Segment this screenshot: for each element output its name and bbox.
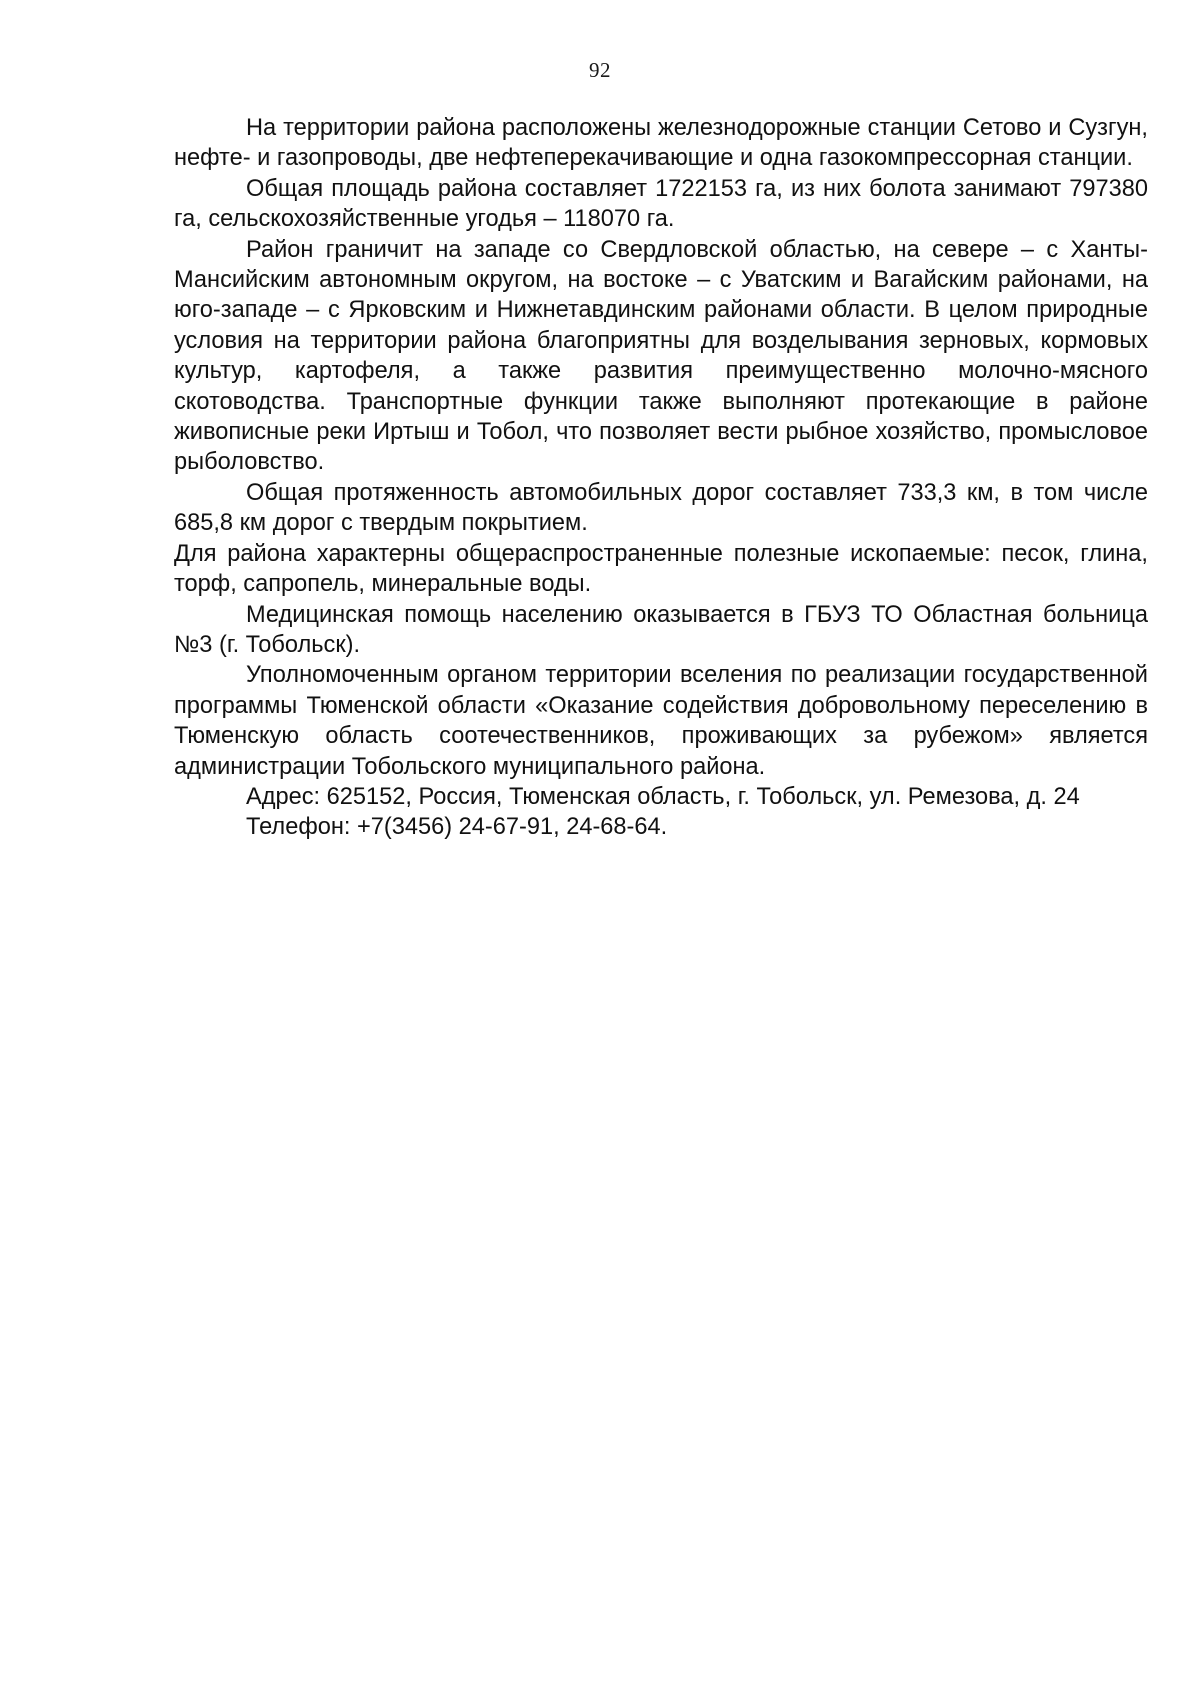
paragraph-address: Адрес: 625152, Россия, Тюменская область, г. Тобольск, ул. Ремезова, д. 24 [246,783,1080,810]
paragraph-phone: Телефон: +7(3456) 24-67-91, 24-68-64. [246,814,668,841]
paragraph-minerals: Для района характерны общераспространенные полезные ископаемые: песок, глина, торф, сапропель, минеральные воды. [174,540,1148,598]
paragraph-roads: Общая протяженность автомобильных дорог составляет 733,3 км, в том числе 685,8 км дорог с твердым покрытием. [174,479,1148,537]
paragraph-medical-care: Медицинская помощь населению оказывается в ГБУЗ ТО Областная больница №3 (г. Тобольск). [174,601,1148,658]
paragraph-railway-stations: На территории района расположены железнодорожные станции Сетово и Сузгун, нефте- и газопроводы, две нефтеперекачивающие и одна газокомпрессорная станции. [174,115,1148,172]
page-number: 92 [589,58,611,82]
paragraph-total-area: Общая площадь района составляет 1722153 га, из них болота занимают 797380 га, сельскохозяйственные угодья – 118070 га. [174,175,1148,233]
paragraph-borders-and-conditions: Район граничит на западе со Свердловской областью, на севере – с Ханты-Мансийским автономным округом, на востоке – с Уватским и Вагайским районами, на юго-западе – с Ярковским и Нижнетавдинским районами области. В целом природные условия на территории района благоприятны для возделывания зерновых, кормовых культур, картофеля, а также развития преимущественно молочно-мясного скотоводства. Транспортные функции также выполняют протекающие в районе живописные реки Иртыш и Тобол, что позволяет вести рыбное хозяйство, промысловое рыболовство. [174,236,1148,476]
paragraph-authorized-body: Уполномоченным органом территории вселения по реализации государственной программы Тюменской области «Оказание содействия добровольному переселению в Тюменскую область соотечественников, проживающих за рубежом» является администрации Тобольского муниципального района. [174,662,1148,780]
document-body [174,113,1148,843]
